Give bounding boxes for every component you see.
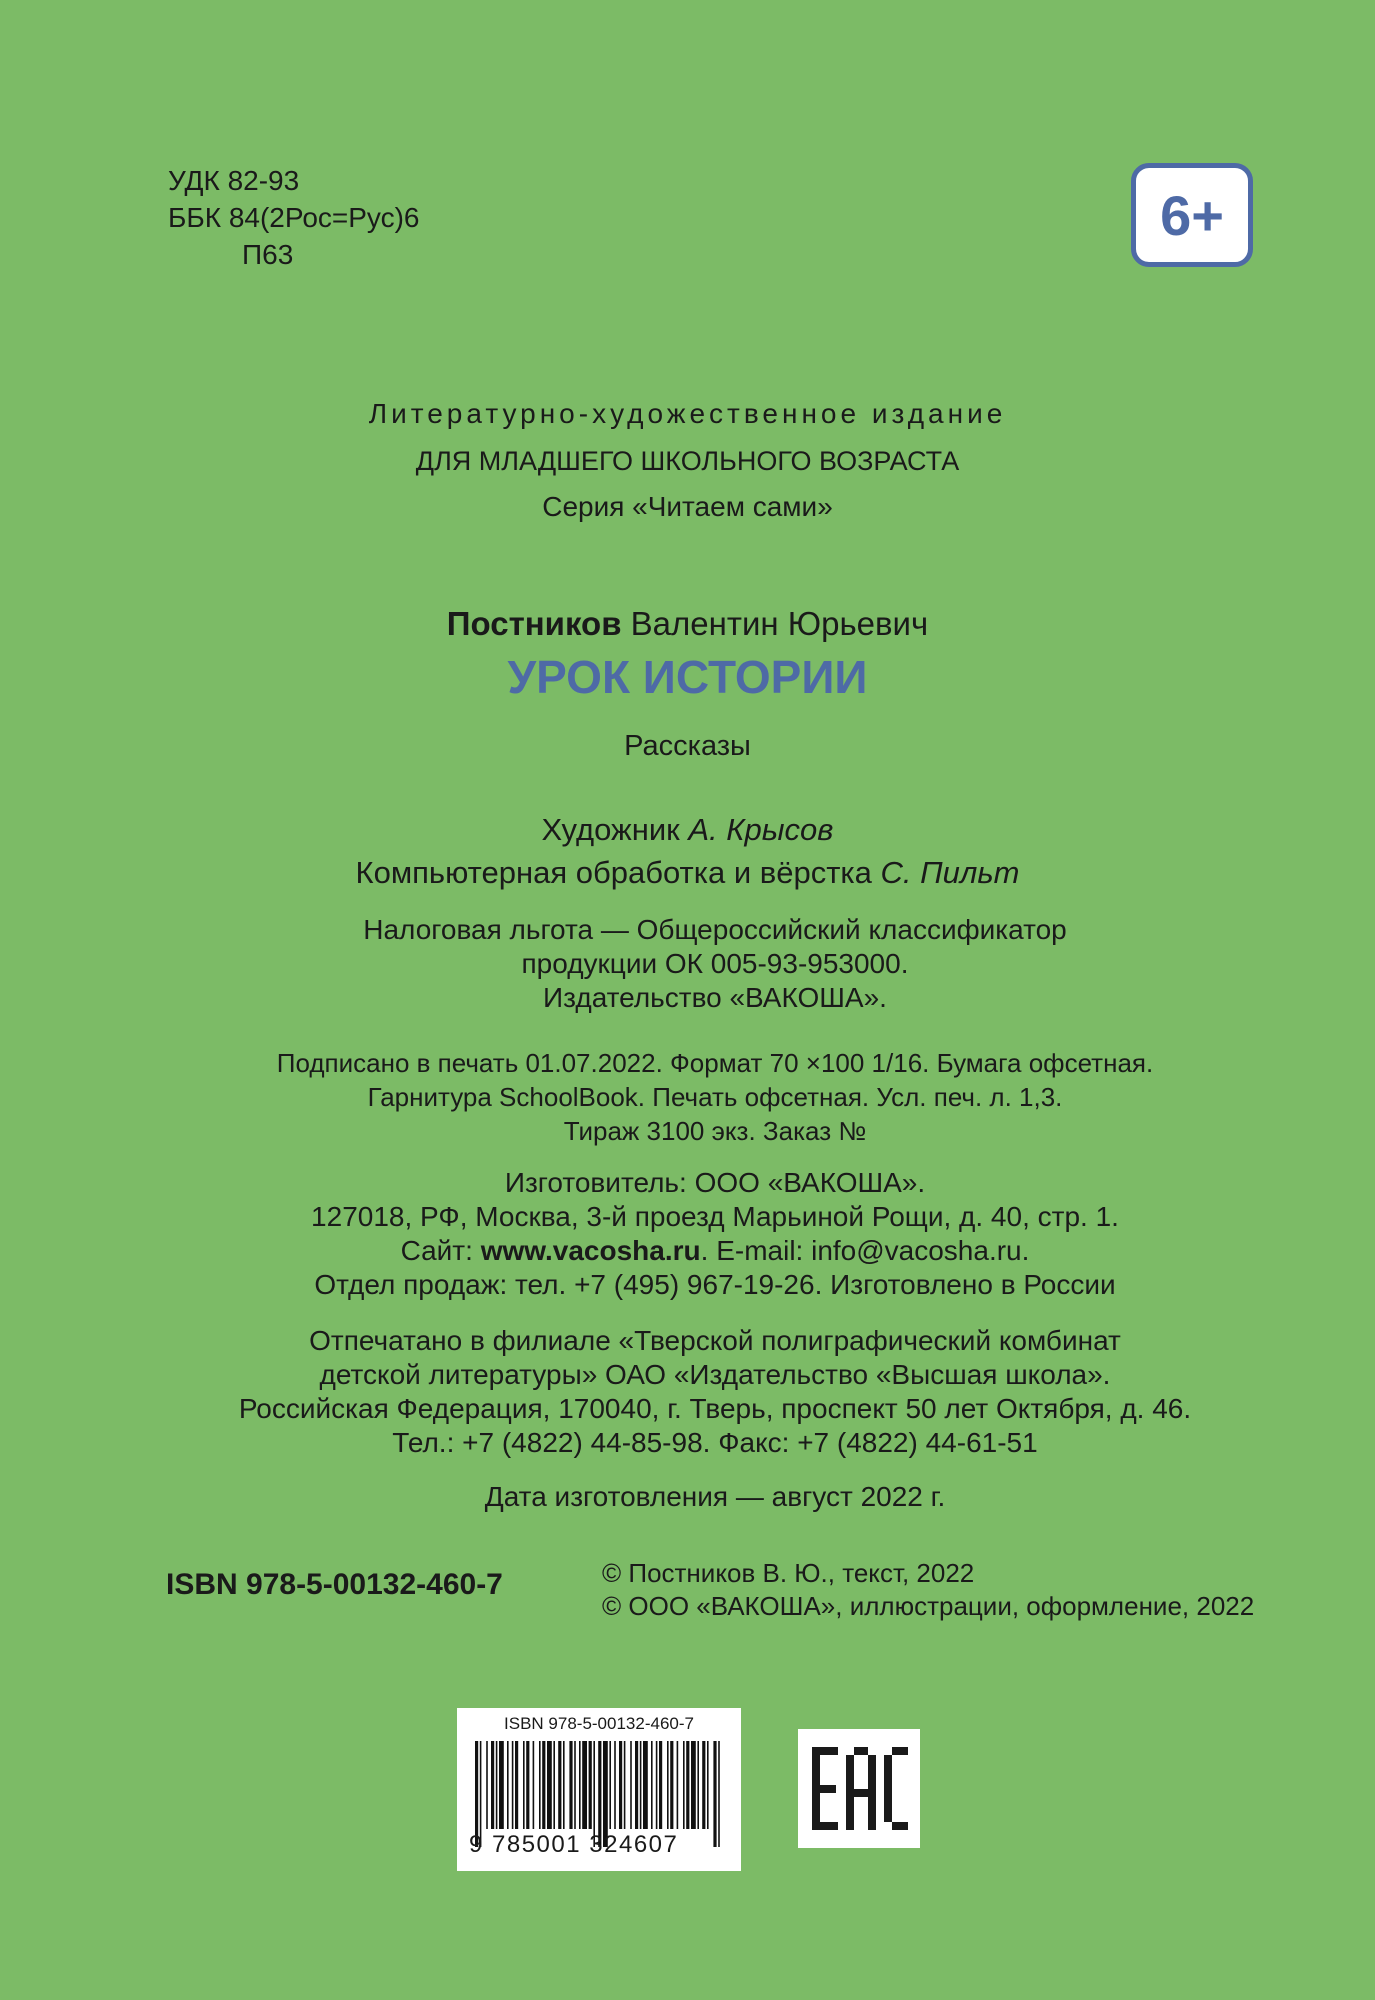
- site-label: Сайт:: [400, 1235, 481, 1266]
- printer-line: Отпечатано в филиале «Тверской полиграфический комбинат: [309, 1325, 1121, 1356]
- edition-type: Литературно-художественное издание: [368, 398, 1007, 429]
- tax-line: Издательство «ВАКОША».: [543, 982, 887, 1013]
- barcode-isbn: ISBN 978-5-00132-460-7: [504, 1714, 694, 1733]
- barcode-bar: [582, 1741, 587, 1829]
- manufacturer-contacts: [0, 1234, 1375, 1268]
- tax-info: [0, 913, 1375, 1015]
- layout-label: Компьютерная обработка и вёрстка: [355, 855, 872, 890]
- barcode-bar: [539, 1741, 541, 1829]
- printer-line: Российская Федерация, 170040, г. Тверь, проспект 50 лет Октября, д. 46.: [238, 1393, 1192, 1424]
- edition-series: Серия «Читаем сами»: [542, 491, 833, 522]
- isbn: ISBN 978-5-00132-460-7: [166, 1568, 503, 1601]
- barcode-bar: [523, 1741, 525, 1829]
- manufacturer-info: [0, 1166, 1375, 1302]
- print-line: Гарнитура SchoolBook. Печать офсетная. Усл. печ. л. 1,3.: [367, 1082, 1063, 1112]
- barcode-bar: [683, 1741, 685, 1829]
- barcode-bar: [569, 1741, 572, 1829]
- printer-line: детской литературы» ОАО «Издательство «Высшая школа».: [319, 1359, 1111, 1390]
- artist-label: Художник: [541, 812, 680, 847]
- age-rating-badge: 6+: [1131, 163, 1253, 267]
- barcode-bar: [609, 1741, 611, 1829]
- artist-credit: [0, 808, 1375, 851]
- layout-credit: [0, 851, 1375, 894]
- book-genre: Рассказы: [624, 730, 751, 762]
- email-text: . E-mail: info@vacosha.ru.: [700, 1235, 1030, 1266]
- barcode-bar: [526, 1741, 529, 1829]
- layout-name: С. Пильт: [880, 855, 1020, 890]
- barcode-bar: [670, 1741, 673, 1829]
- barcode-bar: [677, 1741, 679, 1829]
- copyright-line: © Постников В. Ю., текст, 2022: [602, 1558, 975, 1588]
- print-line: Подписано в печать 01.07.2022. Формат 70 ×100 1/16. Бумага офсетная.: [276, 1048, 1154, 1078]
- classification-codes: [168, 162, 420, 273]
- barcode: [457, 1708, 741, 1871]
- barcode-bar: [558, 1741, 561, 1829]
- barcode-bar: [667, 1741, 669, 1829]
- credits: [0, 808, 1375, 894]
- manufacture-date: Дата изготовления — август 2022 г.: [484, 1481, 946, 1512]
- barcode-bar: [635, 1741, 638, 1829]
- barcode-bar: [702, 1741, 705, 1829]
- barcode-bar: [542, 1741, 545, 1829]
- manufacturer-address: 127018, РФ, Москва, 3-й проезд Марьиной Рощи, д. 40, стр. 1.: [311, 1201, 1119, 1232]
- print-info: [0, 1046, 1375, 1148]
- author-surname: Постников: [446, 605, 622, 642]
- barcode-bar: [507, 1741, 509, 1829]
- author: [0, 605, 1375, 643]
- eac-mark-icon: [798, 1729, 920, 1848]
- eac-logo: [798, 1729, 920, 1848]
- barcode-bar: [553, 1741, 555, 1829]
- barcode-bar: [656, 1741, 658, 1829]
- barcode-bar: [691, 1741, 696, 1829]
- barcode-bar: [579, 1741, 581, 1829]
- copyright-line: © ООО «ВАКОША», иллюстрации, оформление, 2022: [602, 1591, 1255, 1621]
- artist-name: А. Крысов: [688, 812, 834, 847]
- barcode-bar: [486, 1741, 488, 1829]
- barcode-bar: [512, 1741, 514, 1829]
- tax-line: Налоговая льгота — Общероссийский классификатор: [363, 914, 1067, 945]
- barcode-bar: [547, 1741, 552, 1829]
- print-line: Тираж 3100 экз. Заказ №: [563, 1116, 867, 1146]
- barcode-bar: [651, 1741, 653, 1829]
- barcode-bar: [659, 1741, 662, 1829]
- barcode-bar: [496, 1741, 498, 1829]
- tax-line: продукции ОК 005-93-953000.: [521, 948, 909, 979]
- book-title: УРОК ИСТОРИИ: [507, 651, 868, 703]
- barcode-bar: [499, 1741, 504, 1829]
- barcode-bar: [630, 1741, 632, 1829]
- barcode-bar: [589, 1741, 592, 1829]
- barcode-bar: [640, 1741, 642, 1829]
- barcode-bar: [515, 1741, 518, 1829]
- printer-line: Тел.: +7 (4822) 44-85-98. Факс: +7 (4822) 44-61-51: [392, 1427, 1038, 1458]
- author-name: Валентин Юрьевич: [630, 605, 929, 642]
- barcode-bar: [624, 1741, 626, 1829]
- edition-audience: ДЛЯ МЛАДШЕГО ШКОЛЬНОГО ВОЗРАСТА: [415, 446, 960, 476]
- barcode-bar: [533, 1741, 535, 1829]
- barcode-bar: [686, 1741, 689, 1829]
- udk-code: УДК 82-93: [168, 165, 300, 196]
- barcode-bar: [563, 1741, 565, 1829]
- barcode-digits: 9 785001 324607: [469, 1831, 679, 1858]
- barcode-bar: [619, 1741, 622, 1829]
- barcode-bar: [491, 1741, 494, 1829]
- barcode-bar: [574, 1741, 576, 1829]
- site-link[interactable]: www.vacosha.ru: [480, 1235, 701, 1266]
- barcode-bar: [643, 1741, 648, 1829]
- author-sign-code: П63: [242, 239, 294, 270]
- sales-department: Отдел продаж: тел. +7 (495) 967-19-26. Изготовлено в России: [314, 1269, 1116, 1300]
- printer-info: [0, 1324, 1375, 1460]
- copyright: [602, 1557, 1254, 1623]
- bbk-code: ББК 84(2Рос=Рус)6: [168, 202, 420, 233]
- barcode-bar: [697, 1741, 699, 1829]
- barcode-bar: [614, 1741, 616, 1829]
- barcode-bar: [707, 1741, 709, 1829]
- manufacturer-line: Изготовитель: ООО «ВАКОША».: [504, 1167, 926, 1198]
